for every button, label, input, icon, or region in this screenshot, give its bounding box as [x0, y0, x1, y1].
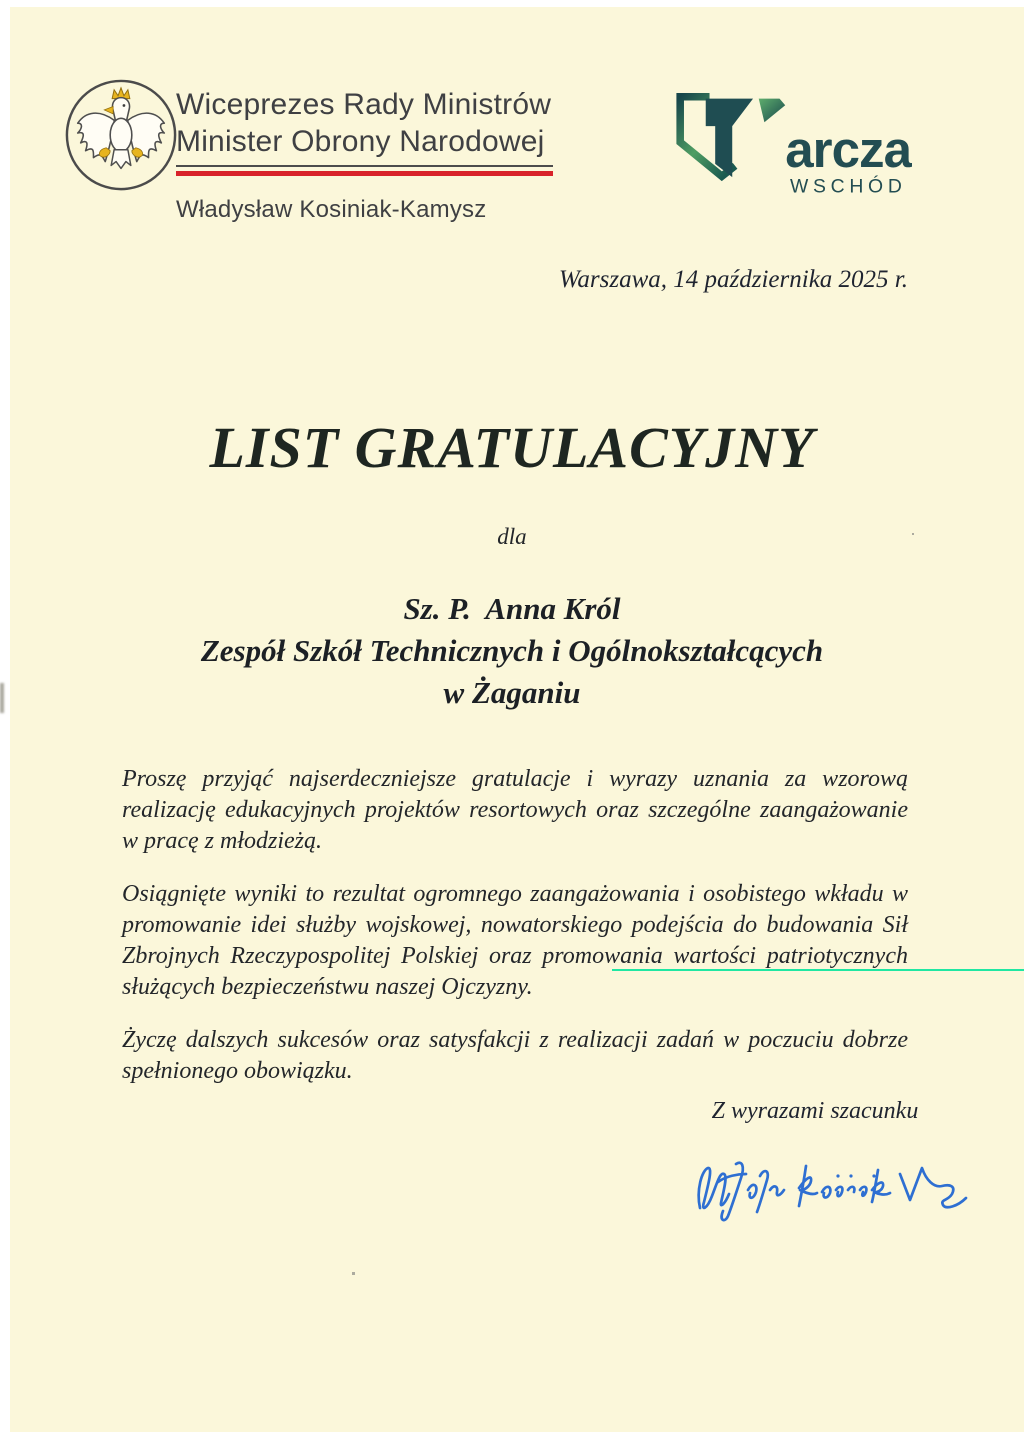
scan-speck	[352, 1272, 355, 1275]
paragraph-2: Osiągnięte wyniki to rezultat ogromnego zaangażowania i osobistego wkładu w promowanie idei służby wojskowej, nowatorskiego podejścia do budowania Sił Zbrojnych Rzeczypospolitej Polskiej oraz promowania wartości patriotycznych służących bezpieczeństwu naszej Ojczyzny.	[122, 881, 908, 1000]
paragraph-1: Proszę przyjąć najserdeczniejsze gratulacje i wyrazy uznania za wzorową realizację edukacyjnych projektów resortowych oraz szczególne zaangażowanie w pracę z młodzieżą.	[122, 766, 908, 854]
dedication-word: dla	[497, 524, 527, 549]
closing-phrase: Z wyrazami szacunku	[711, 1098, 919, 1124]
dateline: Warszawa, 14 października 2025 r.	[558, 266, 908, 293]
recipient-institution: Zespół Szkół Technicznych i Ogólnokształcących	[200, 633, 824, 668]
polish-eagle-emblem-icon	[62, 76, 180, 194]
scan-speck	[912, 533, 914, 535]
paragraph-3: Życzę dalszych sukcesów oraz satysfakcji z realizacji zadań w poczuciu dobrze spełnionego obowiązku.	[122, 1027, 908, 1084]
logo-subtitle: WSCHÓD	[789, 175, 907, 198]
letter-title: LIST GRATULACYJNY	[209, 415, 815, 480]
official-name: Władysław Kosiniak-Kamysz	[176, 196, 487, 223]
logo-wordmark: arcza	[785, 120, 912, 178]
handwritten-signature	[688, 1146, 980, 1238]
office-line-2: Minister Obrony Narodowej	[176, 125, 545, 158]
recipient-name: Sz. P. Anna Król	[403, 591, 621, 626]
header-rule-red	[176, 171, 553, 176]
shield-corner-piece	[759, 99, 785, 123]
office-line-1: Wiceprezes Rady Ministrów	[176, 88, 552, 121]
tarcza-wschod-logo	[666, 86, 912, 204]
issuing-office	[176, 86, 551, 160]
letter-body	[122, 764, 908, 1109]
scan-artifact-teal-line	[612, 969, 1024, 971]
recipient-block	[0, 588, 1024, 714]
scan-edge-smudge	[0, 683, 4, 713]
recipient-city: w Żaganiu	[443, 675, 581, 710]
header-rule-dark	[176, 165, 553, 167]
